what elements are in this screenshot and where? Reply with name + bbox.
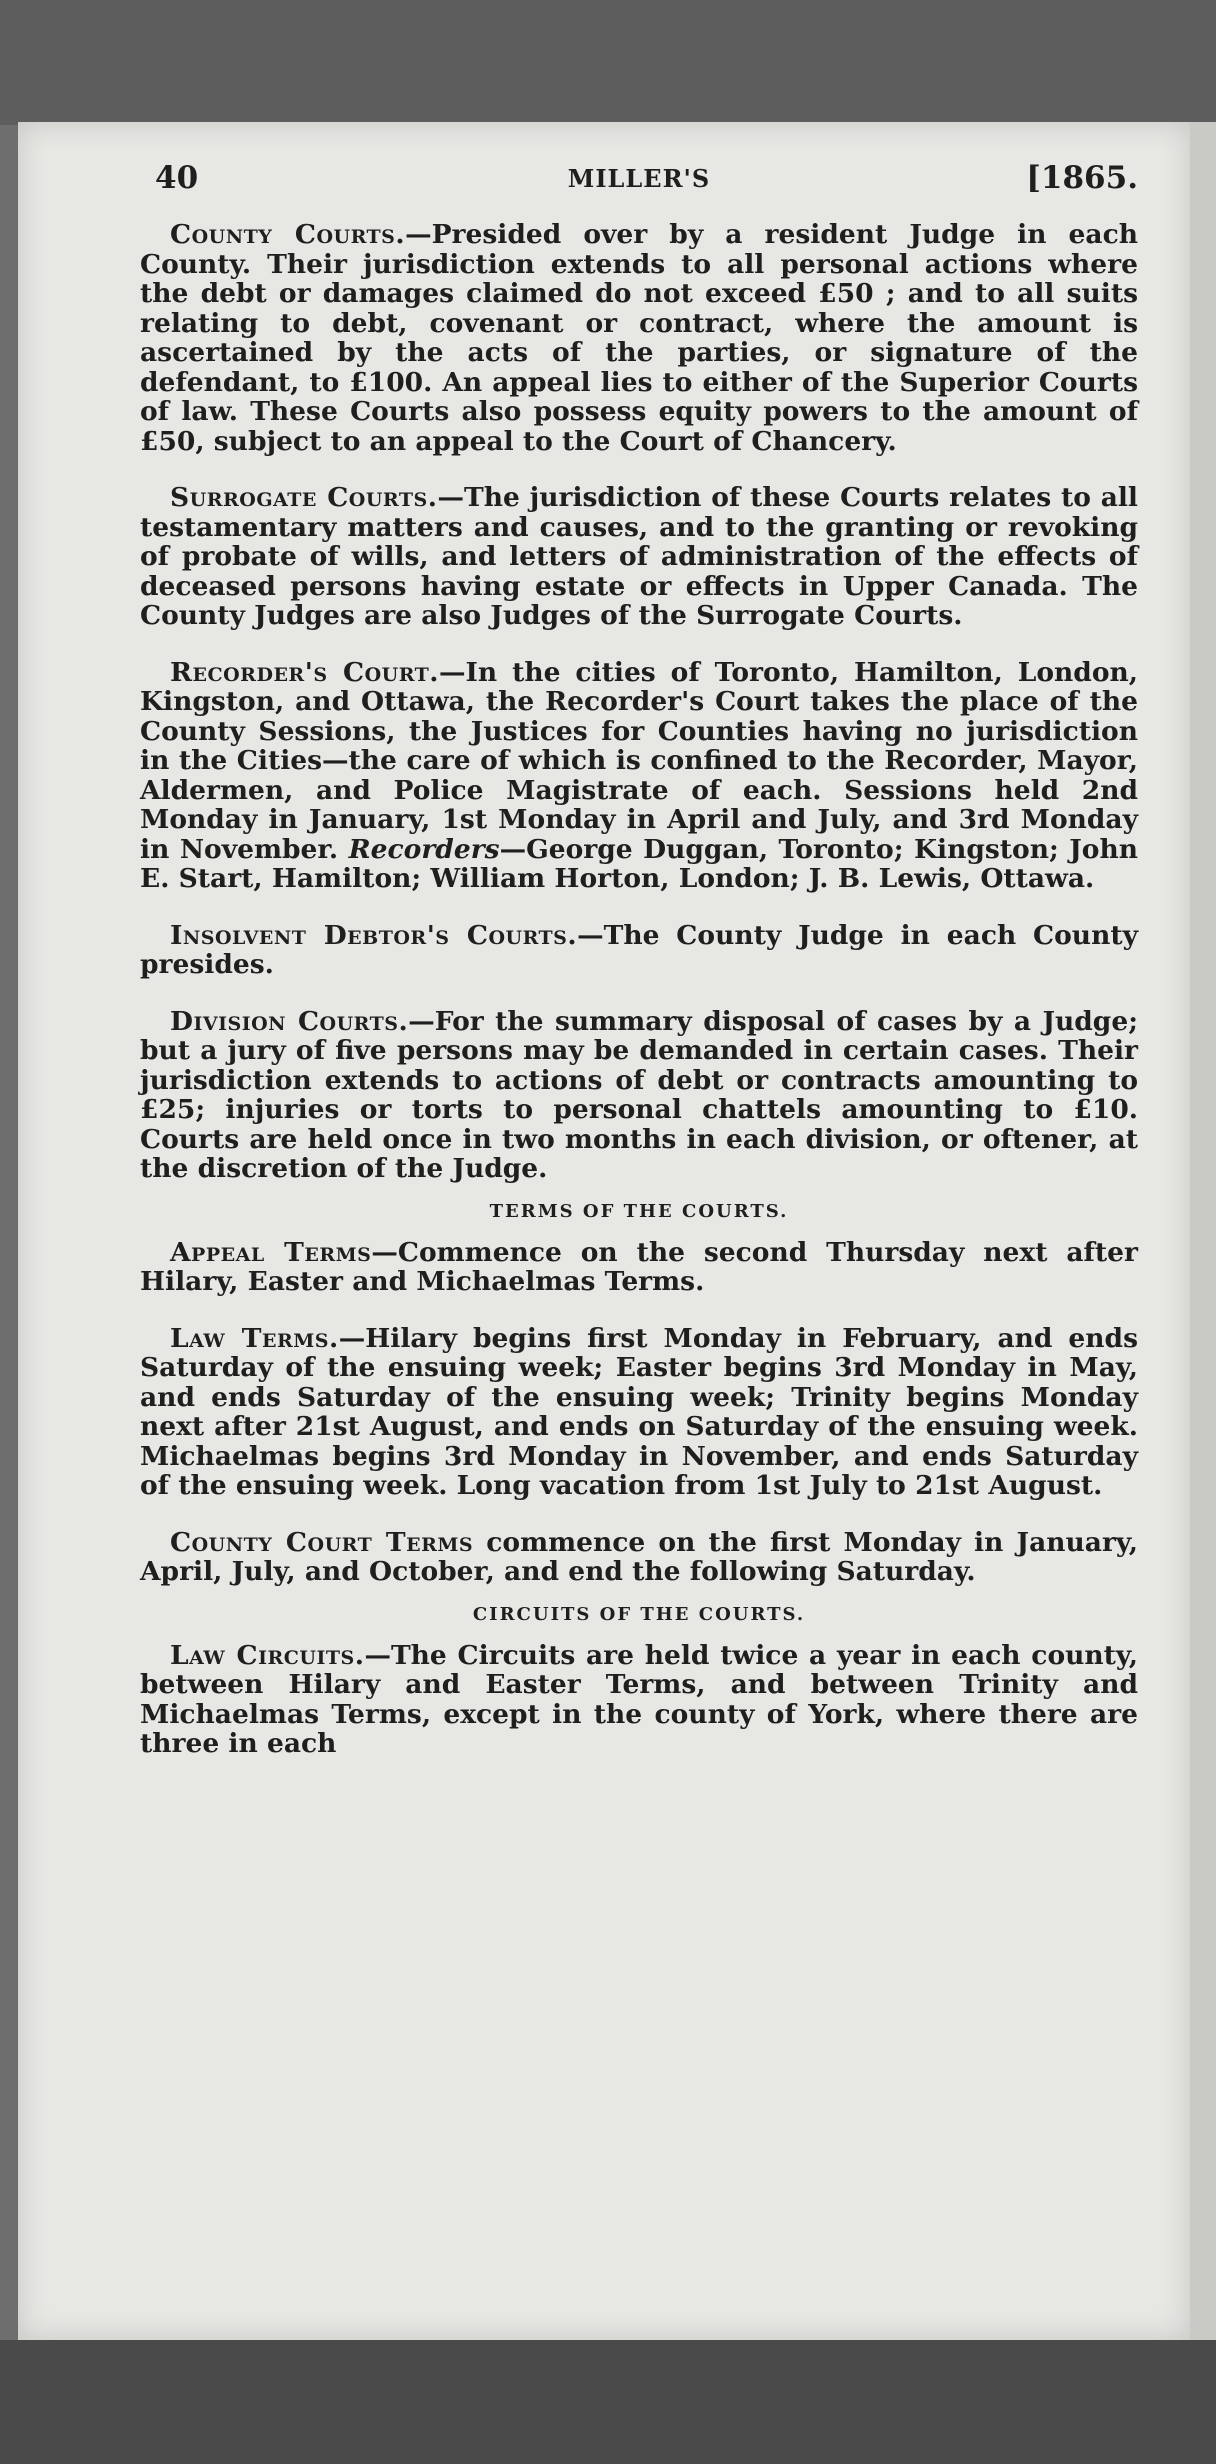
heading-recorders-court: Recorder's Court. — [170, 656, 440, 688]
section-title-terms: TERMS OF THE COURTS. — [489, 1200, 789, 1222]
heading-law-circuits: Law Circuits. — [170, 1639, 365, 1671]
paragraph-surrogate-courts — [140, 483, 1138, 631]
text-law-circuits: —The Circuits are held twice a year in each county, between Hilary and Easter Terms, and between Trinity and Michaelmas Terms, except in the county of York, where there are three in each — [140, 1639, 1138, 1759]
heading-county-court-terms: County Court Terms — [170, 1526, 474, 1558]
text-surrogate-courts: —The jurisdiction of these Courts relates to all testamentary matters and causes, and to the granting or revoking of probate of wills, and letters of administration of the effects of deceased persons having estate or effects in Upper Canada. The County Judges are also Judges of the Surrogate Courts. — [140, 482, 1138, 631]
text-county-courts: —Presided over by a resident Judge in each County. Their jurisdiction extends to all personal actions where the debt or damages claimed do not exceed £50 ; and to all suits relating to debt, covenant or contract, where the amount is ascertained by the acts of the parties, or signature of the defendant, to £100. An appeal lies to either of the Superior Courts of law. These Courts also possess equity powers to the amount of £50, subject to an appeal to the Court of Chancery. — [140, 219, 1138, 457]
recorders-names: —George Duggan, Toronto; Kingston; John E. Start, Hamilton; William Horton, London; J. B. Lewis, Ottawa. — [140, 833, 1138, 894]
paragraph-county-court-terms — [140, 1528, 1138, 1587]
text-recorders-court: —In the cities of Toronto, Hamilton, London, Kingston, and Ottawa, the Recorder's Court takes the place of the County Sessions, the Justices for Counties having no jurisdiction in the Cities—the care of which is confined to the Recorder, Mayor, Aldermen, and Police Magistrate of each. Sessions held 2nd Monday in January, 1st Monday in April and July, and 3rd Monday in November. — [140, 656, 1139, 865]
paragraph-recorders-court — [140, 658, 1138, 894]
text-appeal-terms: —Commence on the second Thursday next after Hilary, Easter and Michaelmas Terms. — [140, 1236, 1138, 1297]
scan-background-top — [0, 0, 1216, 125]
paragraph-law-terms — [140, 1324, 1138, 1501]
heading-surrogate-courts: Surrogate Courts. — [170, 482, 438, 513]
recorders-label: Recorders — [348, 833, 500, 865]
heading-law-terms: Law Terms. — [170, 1322, 339, 1354]
heading-appeal-terms: Appeal Terms — [170, 1236, 372, 1268]
paragraph-insolvent-debtors — [140, 921, 1138, 980]
paragraph-division-courts — [140, 1007, 1138, 1184]
text-law-terms: —Hilary begins first Monday in February, and ends Saturday of the ensuing week; Easter begins 3rd Monday in May, and ends Saturday of the ensuing week; Trinity begins Monday next after 21st August, and ends on Saturday of the ensuing week. Michaelmas begins 3rd Monday in November, and ends Saturday of the ensuing week. Long vacation from 1st July to 21st August. — [140, 1322, 1139, 1501]
heading-insolvent-debtors: Insolvent Debtor's Courts. — [170, 919, 578, 951]
text-county-court-terms: commence on the first Monday in January, April, July, and October, and end the following Saturday. — [140, 1526, 1138, 1587]
scan-background-bottom — [0, 2340, 1216, 2464]
text-insolvent-debtors: —The County Judge in each County presides. — [140, 919, 1138, 980]
page-content — [140, 160, 1138, 1786]
paragraph-county-courts — [140, 220, 1138, 456]
paragraph-law-circuits — [140, 1641, 1138, 1759]
header-year: [1865. — [1026, 160, 1138, 196]
page-number: 40 — [155, 160, 199, 196]
text-division-courts: —For the summary disposal of cases by a Judge; but a jury of five persons may be demanded in certain cases. Their jurisdiction extends to actions of debt or contracts amounting to £25; injuries or torts to personal chattels amounting to £10. Courts are held once in two months in each division, or oftener, at the discretion of the Judge. — [140, 1005, 1138, 1184]
running-header — [140, 160, 1138, 220]
section-title-circuits: CIRCUITS OF THE COURTS. — [472, 1603, 806, 1625]
paragraph-appeal-terms — [140, 1238, 1138, 1297]
page-edge — [1190, 122, 1216, 2340]
heading-county-courts: County Courts. — [170, 219, 406, 250]
heading-division-courts: Division Courts. — [170, 1005, 409, 1037]
running-title: MILLER'S — [567, 164, 711, 193]
